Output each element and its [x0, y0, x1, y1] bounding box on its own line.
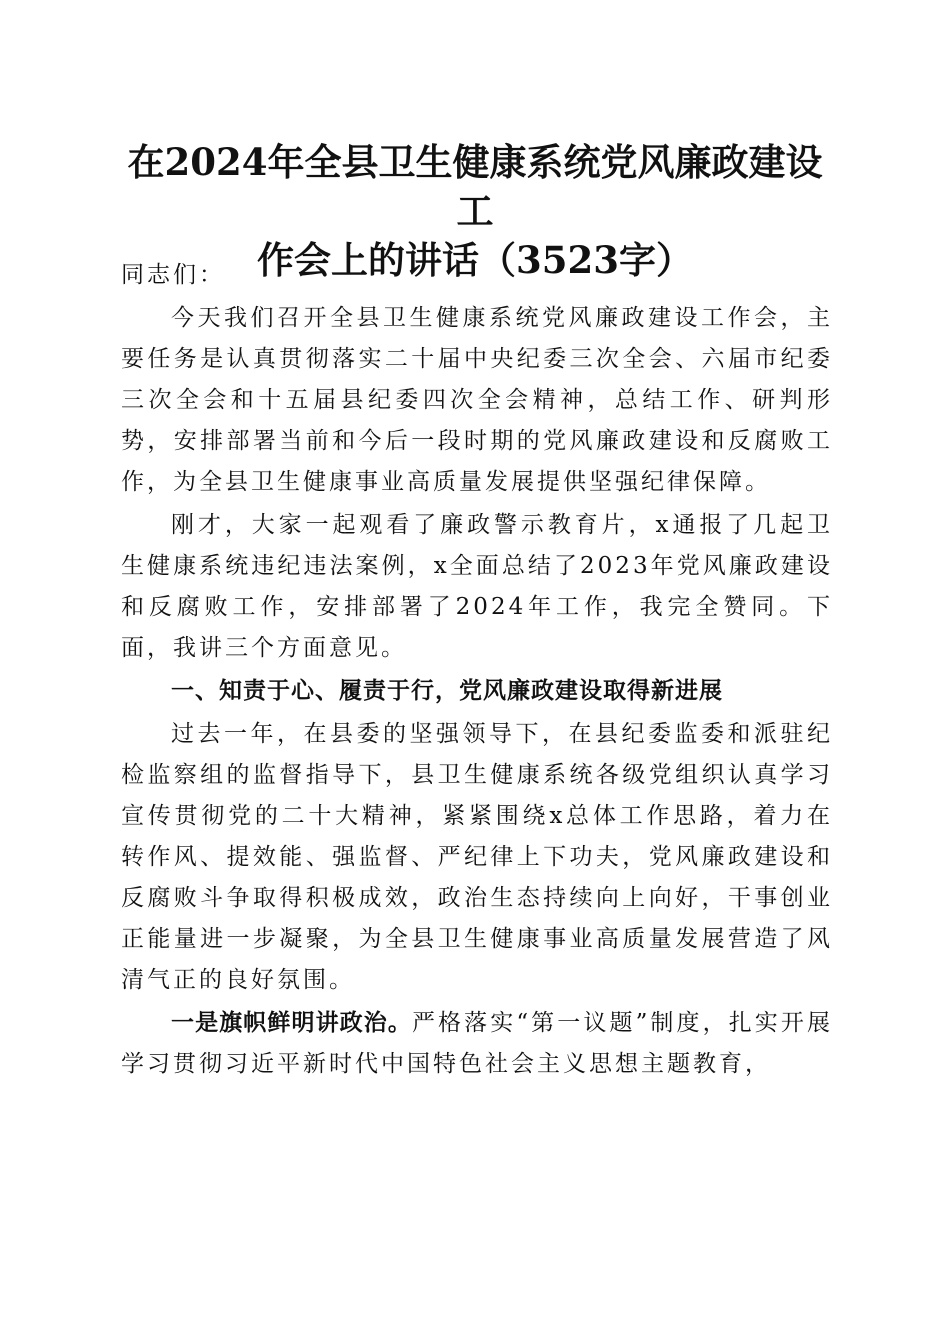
paragraph-politics-lead: 一是旗帜鲜明讲政治。	[171, 1010, 412, 1036]
paragraph-review: 刚才，大家一起观看了廉政警示教育片，x通报了几起卫生健康系统违纪违法案例，x全面总结了2023年党风廉政建设和反腐败工作，安排部署了2024年工作，我完全赞同。下面，我讲三个方面意见。	[121, 512, 833, 661]
salutation: 同志们：	[121, 262, 225, 288]
paragraph-politics-text: 严格落实“第一议题”制度，扎实开展学习贯彻习近平新时代中国特色社会主义思想主题教育，	[121, 1010, 833, 1077]
paragraph-politics	[121, 1003, 833, 1085]
title-line-1: 在2024年全县卫生健康系统党风廉政建设工	[127, 140, 823, 233]
paragraph-opening: 今天我们召开全县卫生健康系统党风廉政建设工作会，主要任务是认真贯彻落实二十届中央纪委三次全会、六届市纪委三次全会和十五届县纪委四次全会精神，总结工作、研判形势，安排部署当前和今后一段时期的党风廉政建设和反腐败工作，为全县卫生健康事业高质量发展提供坚强纪律保障。	[121, 305, 833, 495]
document-body	[121, 255, 833, 1087]
title-line-2: 作会上的讲话（3523字）	[257, 238, 693, 282]
section-heading-1: 一、知责于心、履责于行，党风廉政建设取得新进展	[171, 678, 723, 704]
paragraph-progress: 过去一年，在县委的坚强领导下，在县纪委监委和派驻纪检监察组的监督指导下，县卫生健康系统各级党组织认真学习宣传贯彻党的二十大精神，紧紧围绕x总体工作思路，着力在转作风、提效能、强监督、严纪律上下功夫，党风廉政建设和反腐败斗争取得积极成效，政治生态持续向上向好，干事创业正能量进一步凝聚，为全县卫生健康事业高质量发展营造了风清气正的良好氛围。	[121, 721, 833, 993]
